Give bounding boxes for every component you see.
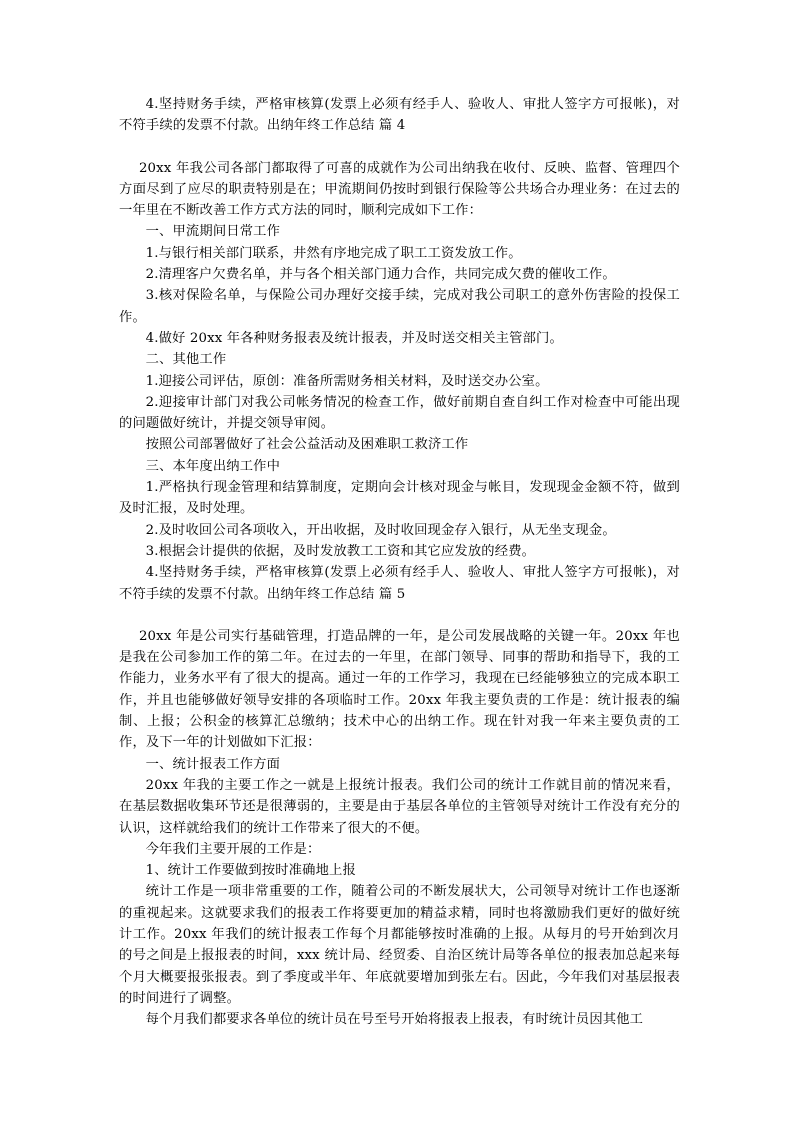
paragraph: 4.做好 20xx 年各种财务报表及统计报表，并及时送交相关主管部门。 (145, 330, 563, 346)
paragraph: 4.坚持财务手续，严格审核算(发票上必须有经手人、验收人、审批人签字方可报帐)，对不符手续的发票不付款。出纳年终工作总结 篇 5 (119, 565, 680, 602)
section-summary-5 (119, 626, 680, 1031)
section-end-4 (119, 94, 680, 137)
paragraph: 20xx 年是公司实行基础管理，打造品牌的一年，是公司发展战略的关键一年。20xx 年也是我在公司参加工作的第二年。在过去的一年里，在部门领导、同事的帮助和指导下，我的工作能力，业务水平有了很大的提高。通过一年的工作学习，我现在已经能够独立的完成本职工作，并且也能够做好领导安排的各项临时工作。20xx 年我主要负责的工作是：统计报表的编制、上报；公积金的核算汇总缴纳；技术中心的出纳工作。现在针对我一年来主要负责的工作，及下一年的计划做如下汇报： (119, 628, 680, 751)
document-page (119, 94, 680, 1030)
paragraph: 1.与银行相关部门联系，井然有序地完成了职工工资发放工作。 (145, 245, 522, 261)
section-gap (119, 605, 680, 626)
paragraph: 1.严格执行现金管理和结算制度，定期向会计核对现金与帐目，发现现金金额不符，做到及时汇报，及时处理。 (119, 480, 680, 517)
paragraph: 2.清理客户欠费名单，并与各个相关部门通力合作，共同完成欠费的催收工作。 (145, 267, 616, 283)
section-gap (119, 137, 680, 158)
paragraph: 每个月我们都要求各单位的统计员在号至号开始将报表上报表，有时统计员因其他工 (145, 1012, 644, 1028)
paragraph: 2.及时收回公司各项收入，开出收据，及时收回现金存入银行，从无坐支现金。 (145, 522, 616, 538)
paragraph: 统计工作是一项非常重要的工作，随着公司的不断发展状大，公司领导对统计工作也逐渐的重视起来。这就要求我们的报表工作将要更加的精益求精，同时也将激励我们更好的做好统计工作。20xx 年我们的统计报表工作每个月都能够按时准确的上报。从每月的号开始到次月的号之间是上报报表的时间，xxx 统计局、经贸委、自治区统计局等各单位的报表加总起来每个月大概要报张报表。到了季度或半年、年底就要增加到张左右。因此，今年我们对基层报表的时间进行了调整。 (119, 884, 680, 1006)
paragraph: 3.核对保险名单，与保险公司办理好交接手续，完成对我公司职工的意外伤害险的投保工作。 (119, 288, 680, 325)
paragraph: 20xx 年我公司各部门都取得了可喜的成就作为公司出纳我在收付、反映、监督、管理四个方面尽到了应尽的职责特别是在；甲流期间仍按时到银行保险等公共场合办理业务：在过去的一年里在不断改善工作方式方法的同时，顺利完成如下工作： (119, 160, 680, 219)
paragraph: 1.迎接公司评估，原创：准备所需财务相关材料，及时送交办公室。 (145, 373, 549, 389)
paragraph: 2.迎接审计部门对我公司帐务情况的检查工作，做好前期自查自纠工作对检查中可能出现的问题做好统计，并提交领导审阅。 (119, 394, 680, 432)
section-summary-4 (119, 158, 680, 605)
paragraph: 按照公司部署做好了社会公益活动及困难职工救济工作 (145, 437, 469, 453)
heading-statistics: 一、统计报表工作方面 (145, 756, 281, 772)
paragraph: 今年我们主要开展的工作是： (145, 841, 321, 857)
paragraph: 3.根据会计提供的依据，及时发放教工工资和其它应发放的经费。 (145, 543, 536, 559)
paragraph: 4.坚持财务手续，严格审核算(发票上必须有经手人、验收人、审批人签字方可报帐)，对不符手续的发票不付款。出纳年终工作总结 篇 4 (119, 97, 680, 134)
paragraph: 20xx 年我的主要工作之一就是上报统计报表。我们公司的统计工作就目前的情况来看，在基层数据收集环节还是很薄弱的，主要是由于基层各单位的主管领导对统计工作没有充分的认识，这样就给我们的统计工作带来了很大的不便。 (119, 777, 680, 836)
heading-annual-work: 三、本年度出纳工作中 (145, 458, 281, 474)
heading-other-work: 二、其他工作 (145, 352, 227, 368)
heading-daily-work: 一、甲流期间日常工作 (145, 224, 281, 240)
heading-report-on-time: 1、统计工作要做到按时准确地上报 (145, 863, 356, 879)
